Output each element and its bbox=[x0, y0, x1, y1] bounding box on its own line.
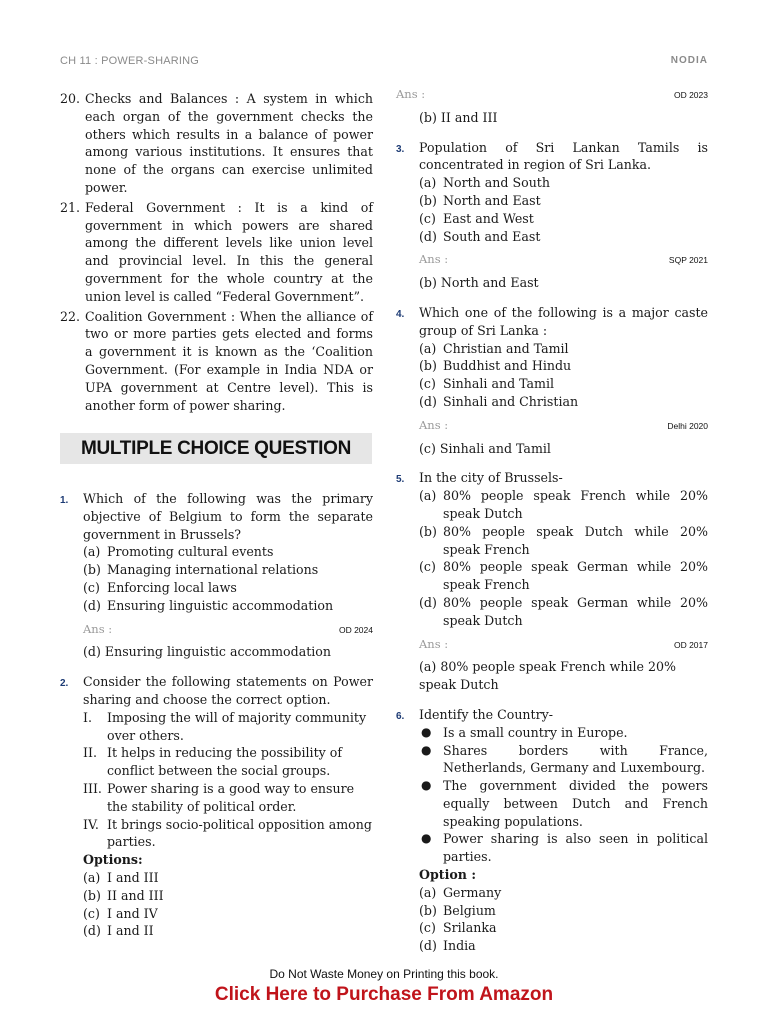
option-text: II and III bbox=[107, 887, 164, 903]
option-d bbox=[419, 393, 708, 411]
question-number: 2. bbox=[60, 678, 69, 690]
option-text: Promoting cultural events bbox=[107, 544, 274, 560]
options-heading: Option : bbox=[419, 867, 476, 883]
source-tag: OD 2023 bbox=[673, 90, 708, 100]
question-text: In the city of Brussels- bbox=[419, 470, 563, 486]
option-text: India bbox=[443, 938, 476, 954]
question-6 bbox=[396, 706, 708, 955]
question-text: Population of Sri Lankan Tamils is concentrated in region of Sri Lanka. bbox=[419, 139, 708, 173]
option-label: (c) bbox=[83, 905, 100, 921]
option-text: I and II bbox=[107, 923, 154, 939]
option-text: Germany bbox=[443, 884, 502, 900]
option-a bbox=[83, 869, 373, 887]
option-text: 80% people speak Dutch while 20% speak French bbox=[443, 523, 708, 557]
answer-label: Ans : bbox=[396, 87, 426, 101]
question-text: Identify the Country- bbox=[419, 706, 553, 722]
answer-label: Ans : bbox=[419, 252, 449, 267]
answer-header bbox=[83, 621, 373, 640]
option-d bbox=[419, 594, 708, 630]
statement-3 bbox=[83, 780, 373, 816]
option-label: (a) bbox=[419, 175, 437, 191]
option-text: I and IV bbox=[107, 905, 158, 921]
bullet-text: The government divided the powers equally between Dutch and French speaking populations. bbox=[443, 778, 708, 829]
option-b bbox=[83, 561, 373, 579]
source-tag: OD 2024 bbox=[338, 624, 373, 635]
option-b bbox=[419, 357, 708, 375]
option-label: (c) bbox=[419, 559, 436, 575]
definition-21 bbox=[60, 199, 373, 306]
option-d bbox=[83, 597, 373, 615]
source-tag: Delhi 2020 bbox=[667, 420, 708, 431]
option-text: North and South bbox=[443, 175, 550, 191]
options-heading: Options: bbox=[83, 852, 143, 868]
statement-text: Imposing the will of majority community over others. bbox=[107, 709, 367, 743]
question-number: 6. bbox=[396, 710, 405, 722]
option-text: Belgium bbox=[443, 902, 496, 918]
question-2 bbox=[60, 673, 373, 940]
option-label: (b) bbox=[419, 358, 437, 374]
option-label: (a) bbox=[419, 488, 437, 504]
option-label: (a) bbox=[419, 884, 437, 900]
question-1 bbox=[60, 490, 373, 661]
answer-text: (c) Sinhali and Tamil bbox=[419, 440, 551, 456]
option-label: (d) bbox=[419, 393, 437, 409]
question-text: Consider the following statements on Power sharing and choose the correct option. bbox=[83, 674, 373, 707]
option-a bbox=[419, 174, 708, 192]
option-b bbox=[419, 902, 708, 920]
option-label: (d) bbox=[419, 228, 437, 244]
answer-text: (a) 80% people speak French while 20% speak Dutch bbox=[419, 659, 676, 693]
bullet-icon: ● bbox=[421, 742, 432, 757]
option-text: North and East bbox=[443, 192, 541, 208]
question-4 bbox=[396, 304, 708, 457]
option-b bbox=[419, 192, 708, 210]
statement-label: I. bbox=[83, 709, 92, 725]
source-tag: OD 2017 bbox=[673, 639, 708, 650]
question-number: 1. bbox=[60, 495, 69, 506]
right-column bbox=[396, 86, 708, 955]
option-c bbox=[419, 375, 708, 393]
bullet-icon: ● bbox=[421, 831, 432, 846]
statement-2 bbox=[83, 744, 373, 780]
definition-number: 21. bbox=[60, 199, 81, 215]
option-label: (b) bbox=[83, 887, 101, 903]
answer-text: (d) Ensuring linguistic accommodation bbox=[83, 644, 331, 660]
option-text: East and West bbox=[443, 210, 534, 226]
answer-header bbox=[419, 251, 708, 270]
bullet-icon: ● bbox=[421, 778, 432, 793]
chapter-header: CH 11 : POWER-SHARING bbox=[60, 55, 200, 67]
option-text: Ensuring linguistic accommodation bbox=[107, 597, 334, 613]
option-label: (b) bbox=[419, 192, 437, 208]
option-text: 80% people speak German while 20% speak Dutch bbox=[443, 594, 708, 628]
option-text: Buddhist and Hindu bbox=[443, 358, 572, 374]
option-label: (d) bbox=[419, 938, 437, 954]
option-text: Sinhali and Tamil bbox=[443, 376, 555, 392]
option-text: Sinhali and Christian bbox=[443, 393, 579, 409]
clue-bullet bbox=[419, 742, 708, 778]
statement-label: IV. bbox=[83, 816, 99, 832]
statement-text: Power sharing is a good way to ensure the stability of political order. bbox=[107, 780, 355, 814]
clue-bullet bbox=[419, 724, 708, 742]
option-text: Enforcing local laws bbox=[107, 579, 237, 595]
option-label: (c) bbox=[83, 579, 100, 595]
question-5 bbox=[396, 469, 708, 694]
answer-text: (b) II and III bbox=[419, 109, 498, 125]
bullet-icon: ● bbox=[421, 724, 432, 739]
option-a bbox=[419, 884, 708, 902]
question-number: 5. bbox=[396, 474, 405, 486]
option-d bbox=[419, 228, 708, 246]
bullet-text: Shares borders with France, Netherlands, Germany and Luxembourg. bbox=[443, 742, 708, 776]
statement-text: It helps in reducing the possibility of conflict between the social groups. bbox=[107, 745, 342, 779]
option-c bbox=[83, 579, 373, 597]
answer-text: (b) North and East bbox=[419, 275, 539, 291]
option-c bbox=[419, 210, 708, 228]
question-number: 4. bbox=[396, 308, 405, 320]
option-label: (a) bbox=[419, 340, 437, 356]
definition-number: 22. bbox=[60, 308, 81, 324]
answer-label: Ans : bbox=[83, 621, 113, 636]
option-label: (b) bbox=[419, 523, 437, 539]
source-tag: SQP 2021 bbox=[668, 255, 708, 266]
bullet-text: Power sharing is also seen in political parties. bbox=[443, 831, 708, 865]
question-3 bbox=[396, 139, 708, 292]
answer-header bbox=[419, 636, 708, 655]
purchase-link[interactable]: Click Here to Purchase From Amazon bbox=[214, 984, 554, 1005]
option-text: 80% people speak French while 20% speak Dutch bbox=[443, 488, 708, 521]
definition-22 bbox=[60, 308, 373, 415]
option-label: (d) bbox=[83, 923, 101, 939]
statement-text: It brings socio-political opposition among parties. bbox=[107, 816, 372, 850]
option-label: (b) bbox=[83, 562, 101, 578]
option-b bbox=[419, 523, 708, 559]
section-title: MULTIPLE CHOICE QUESTION bbox=[60, 433, 372, 464]
answer-label: Ans : bbox=[419, 417, 449, 432]
answer-header bbox=[419, 417, 708, 436]
option-b bbox=[83, 887, 373, 905]
option-label: (a) bbox=[83, 869, 101, 885]
question-text: Which one of the following is a major caste group of Sri Lanka : bbox=[419, 304, 708, 338]
option-a bbox=[419, 340, 708, 358]
option-text: Srilanka bbox=[443, 920, 497, 936]
answer-label: Ans : bbox=[419, 636, 449, 651]
bullet-text: Is a small country in Europe. bbox=[443, 724, 628, 740]
option-text: Managing international relations bbox=[107, 562, 319, 578]
statement-label: II. bbox=[83, 745, 97, 761]
clue-bullet bbox=[419, 777, 708, 830]
answer-header bbox=[396, 86, 708, 105]
question-text: Which of the following was the primary objective of Belgium to form the separate government in Brussels? bbox=[83, 491, 373, 542]
option-c bbox=[419, 919, 708, 937]
option-d bbox=[419, 937, 708, 955]
statement-4 bbox=[83, 816, 373, 852]
option-label: (c) bbox=[419, 210, 436, 226]
option-text: I and III bbox=[107, 869, 159, 885]
definition-text: Coalition Government : When the alliance of two or more parties gets elected and forms a government it is known as the ‘Coalition Government. (For example in India NDA or UPA government at Centre level). This is another form of power sharing. bbox=[85, 308, 373, 413]
option-label: (d) bbox=[419, 594, 437, 610]
left-column bbox=[60, 88, 373, 414]
option-text: South and East bbox=[443, 228, 541, 244]
option-label: (a) bbox=[83, 544, 101, 560]
question-number: 3. bbox=[396, 143, 405, 155]
option-text: 80% people speak German while 20% speak French bbox=[443, 559, 708, 593]
option-c bbox=[83, 905, 373, 923]
option-d bbox=[83, 922, 373, 940]
option-label: (c) bbox=[419, 920, 436, 936]
option-a bbox=[419, 487, 708, 523]
option-label: (b) bbox=[419, 902, 437, 918]
definition-number: 20. bbox=[60, 91, 81, 106]
definition-text: Federal Government : It is a kind of government in which powers are shared among the different levels like union level and provincial level. In this the general government for the whole country at the union level is called “Federal Government”. bbox=[85, 199, 373, 304]
option-a bbox=[83, 543, 373, 561]
option-c bbox=[419, 558, 708, 594]
definition-20 bbox=[60, 90, 373, 197]
clue-bullet bbox=[419, 830, 708, 866]
option-label: (d) bbox=[83, 597, 101, 613]
statement-1 bbox=[83, 709, 373, 745]
option-text: Christian and Tamil bbox=[443, 340, 569, 356]
statement-label: III. bbox=[83, 780, 102, 796]
definition-text: Checks and Balances : A system in which each organ of the government checks the others which results in a balance of power among various institutions. It ensures that none of the organs can exercise unlimited power. bbox=[85, 91, 373, 195]
option-label: (c) bbox=[419, 376, 436, 392]
left-questions bbox=[60, 490, 373, 940]
footer-note: Do Not Waste Money on Printing this book. bbox=[269, 967, 499, 981]
publisher-logo: NODIA bbox=[670, 55, 708, 66]
